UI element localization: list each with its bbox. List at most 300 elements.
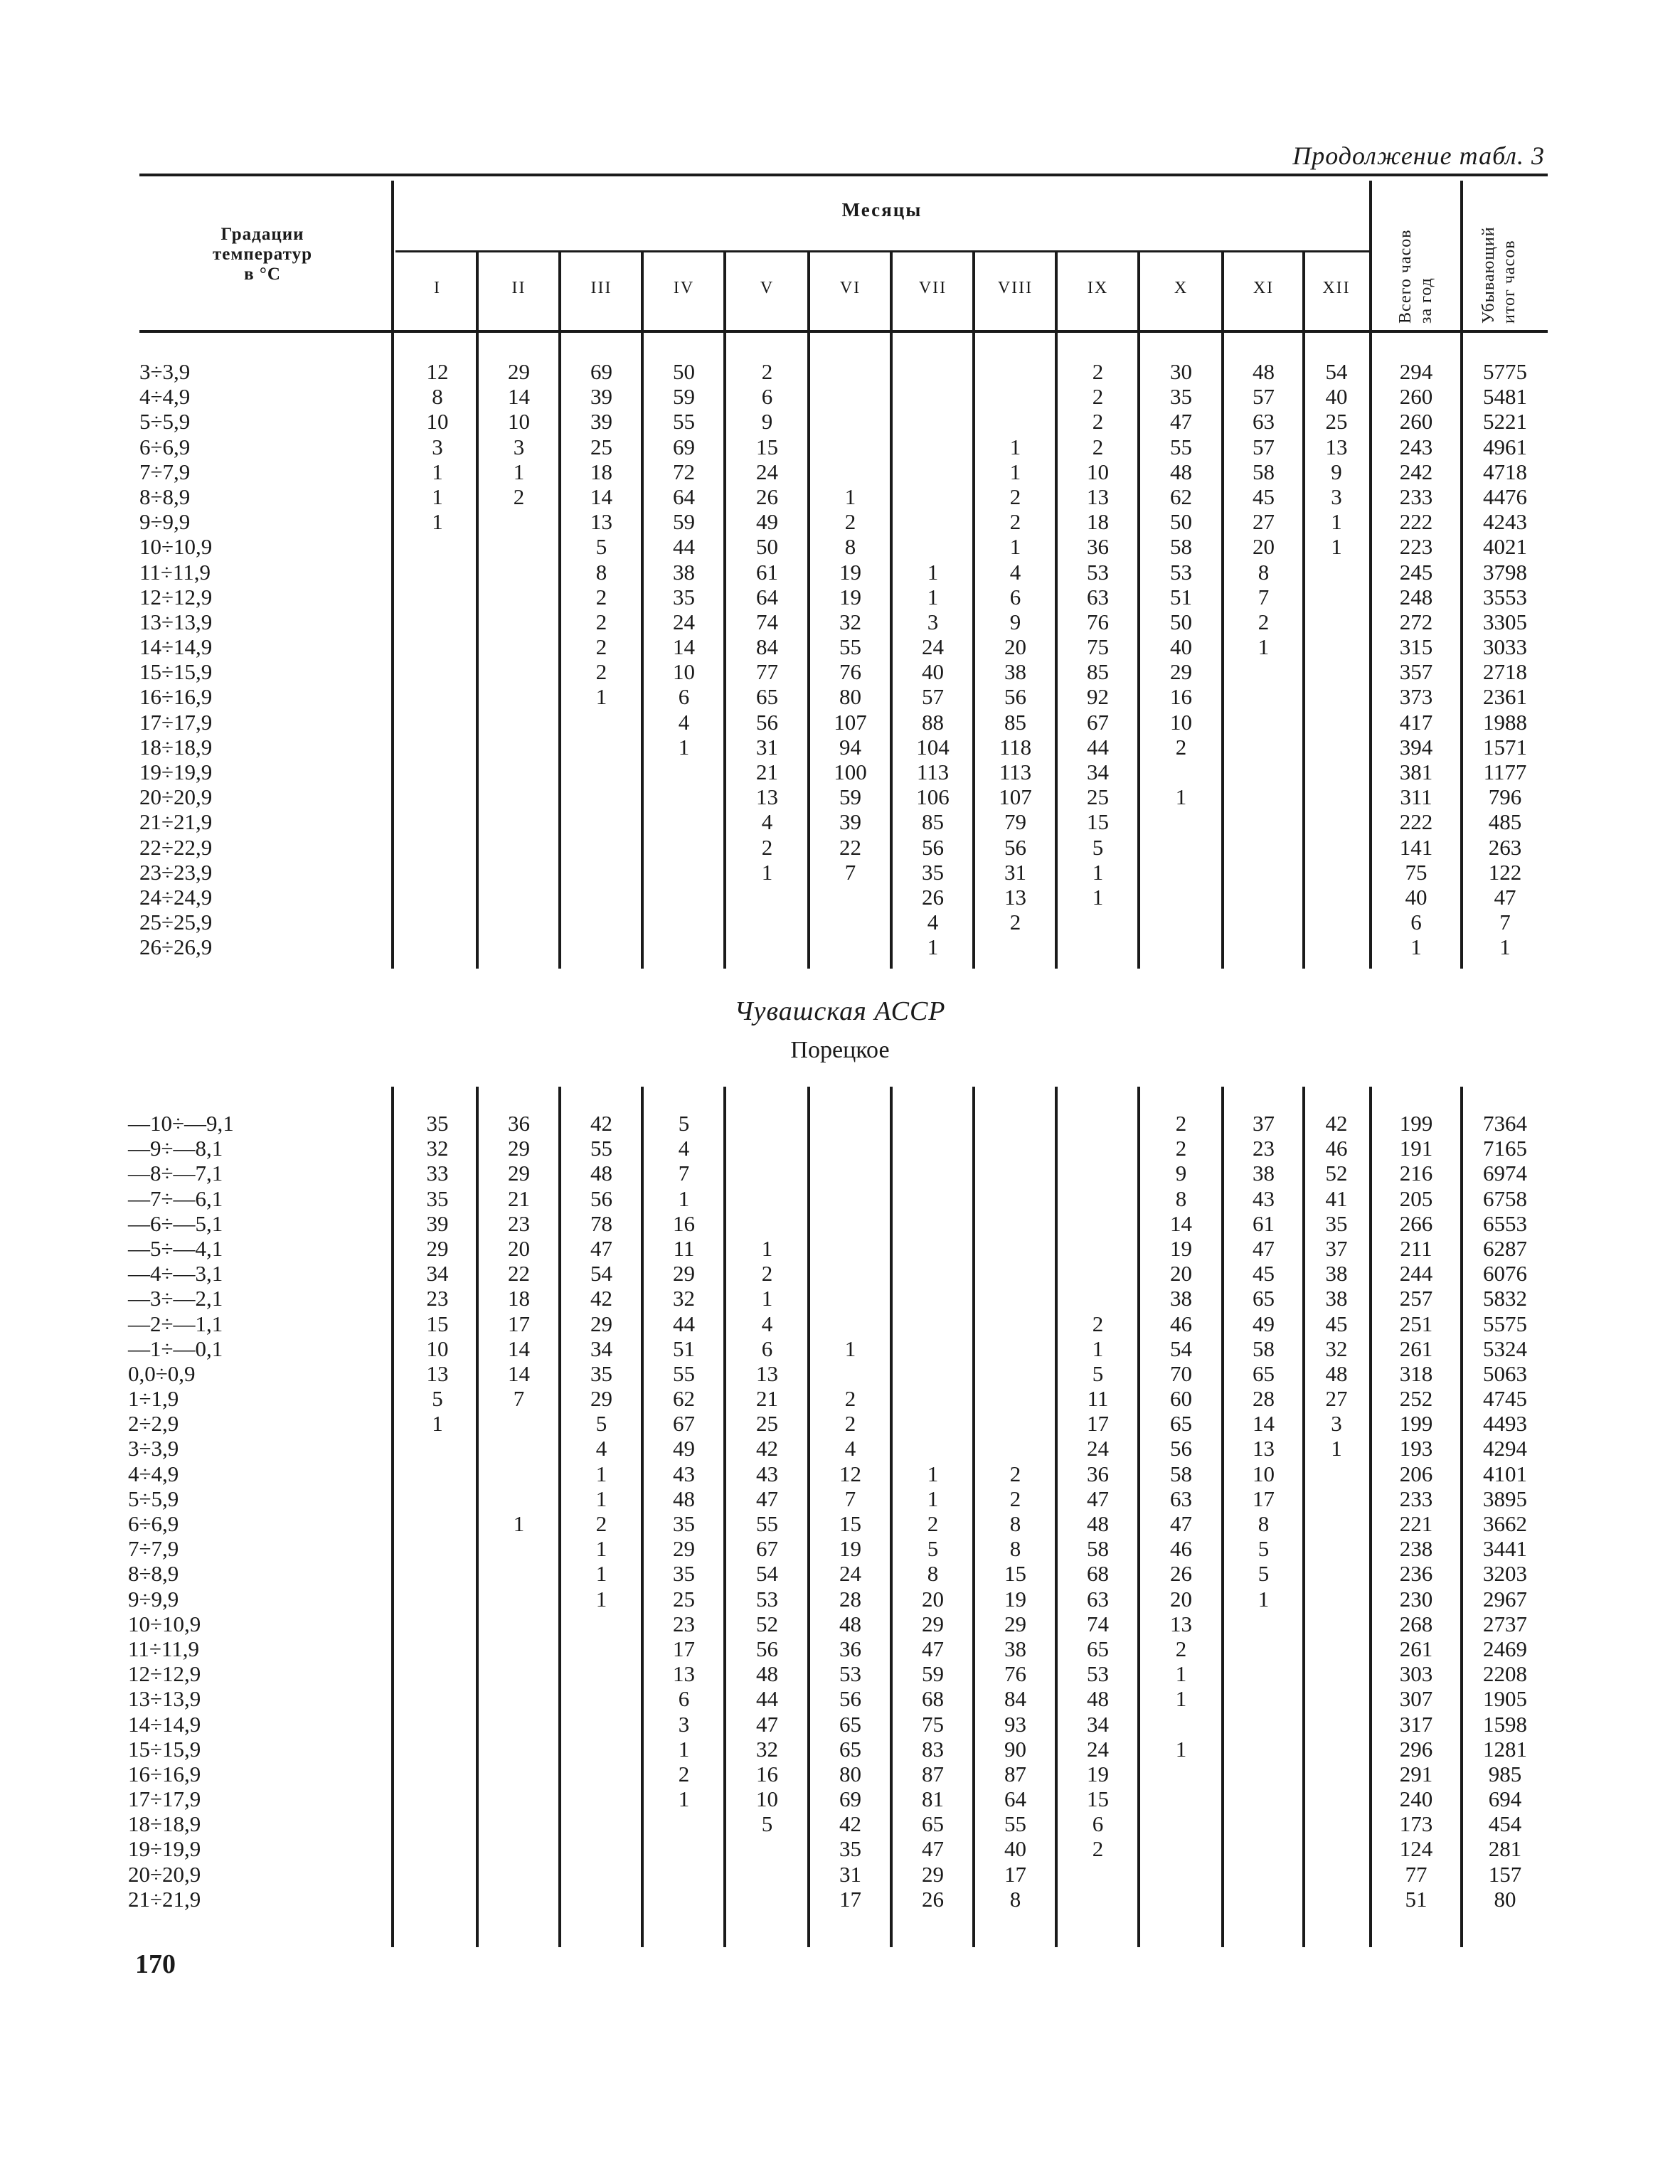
t2-month-3-cell: 42	[590, 1111, 612, 1136]
t2-month-6-column	[810, 1111, 890, 1912]
t2-month-1-cell: 35	[426, 1111, 449, 1136]
t1-month-1-cell	[398, 835, 477, 860]
t1-month-6-cell	[810, 384, 890, 409]
t1-month-10-cell: 50	[1170, 509, 1192, 535]
t2-month-12-cell: 37	[1325, 1235, 1348, 1261]
t1-month-2-cell: 1	[513, 459, 525, 484]
t1-total-column	[1372, 359, 1460, 960]
t2-month-5-cell: 55	[756, 1511, 778, 1536]
t2-month-1-cell: 15	[426, 1311, 449, 1336]
t2-month-11-cell: 8	[1258, 1511, 1270, 1536]
t2-month-2-cell: 18	[508, 1286, 530, 1311]
t2-month-11-cell	[1224, 1737, 1303, 1762]
t2-month-9-cell	[1058, 1261, 1138, 1286]
t2-month-5-cell	[726, 1887, 808, 1912]
t2-month-5-cell	[726, 1111, 808, 1136]
t1-month-12-cell	[1305, 585, 1368, 609]
t2-month-9-cell	[1058, 1111, 1138, 1136]
t1-month-4-cell	[644, 760, 724, 784]
t2-month-1-cell	[398, 1661, 477, 1686]
t2-month-8-cell: 15	[1004, 1561, 1026, 1587]
t2-month-3-cell: 48	[590, 1161, 612, 1186]
t1-month-7-cell: 1	[927, 584, 939, 609]
cumulative-hours-header	[1479, 181, 1520, 324]
t1-month-6-cell: 39	[839, 809, 861, 835]
t2-gradation-cell: 13÷13,9	[128, 1686, 201, 1712]
t2-gradation-cell: 12÷12,9	[128, 1661, 201, 1687]
t2-month-2-cell	[479, 1661, 559, 1686]
t2-month-8-cell: 8	[1009, 1536, 1021, 1562]
t1-gradation-cell: 21÷21,9	[139, 809, 213, 835]
t2-month-5-cell: 53	[756, 1586, 778, 1612]
t2-month-5-cell: 1	[761, 1286, 773, 1311]
t2-month-10-cell	[1140, 1836, 1222, 1861]
t2-month-12-cell	[1305, 1786, 1368, 1811]
t1-month-10-cell: 48	[1170, 459, 1192, 484]
t1-month-7-cell	[893, 459, 973, 484]
t1-month-9-cell: 2	[1092, 434, 1104, 459]
t1-month-7-cell: 85	[922, 809, 944, 835]
t2-month-10-cell: 46	[1170, 1311, 1192, 1336]
t2-month-6-cell	[810, 1361, 890, 1386]
t2-gradation-cell: —9÷—8,1	[128, 1136, 223, 1161]
t2-month-9-cell: 11	[1087, 1386, 1109, 1412]
t1-month-9-cell: 53	[1087, 559, 1109, 585]
t2-cumulative-cell: 4493	[1483, 1411, 1527, 1437]
t1-month-4-cell: 35	[673, 584, 695, 609]
t2-month-10-cell: 65	[1170, 1411, 1192, 1437]
t1-month-9-cell	[1058, 910, 1138, 934]
t2-gradation-cell: 18÷18,9	[128, 1811, 201, 1837]
t1-month-5-cell: 61	[756, 559, 778, 585]
t2-month-8-cell	[975, 1261, 1056, 1286]
t2-month-12-cell: 48	[1325, 1360, 1348, 1386]
t2-month-7-cell: 1	[927, 1486, 939, 1511]
t2-month-4-cell	[644, 1811, 724, 1836]
month-header-1: I	[434, 279, 441, 297]
t2-month-9-cell: 19	[1087, 1761, 1109, 1786]
t2-month-11-cell	[1224, 1712, 1303, 1737]
t2-month-1-cell: 29	[426, 1235, 449, 1261]
t2-month-7-cell: 47	[922, 1636, 944, 1661]
t1-total-cell: 315	[1399, 634, 1433, 660]
t1-month-10-cell	[1140, 860, 1222, 885]
t2-month-2-column	[479, 1111, 559, 1912]
t1-total-cell: 222	[1399, 509, 1433, 535]
t1-month-8-cell: 79	[1004, 809, 1026, 835]
t2-gradation-cell: 6÷6,9	[128, 1511, 179, 1536]
t2-month-7-cell: 29	[922, 1611, 944, 1636]
t1-month-1-cell: 10	[426, 409, 449, 435]
t2-gradation-cell: 15÷15,9	[128, 1736, 201, 1762]
t2-month-12-cell	[1305, 1762, 1368, 1786]
t2-month-7-cell	[893, 1436, 973, 1461]
t2-month-8-cell: 76	[1004, 1661, 1026, 1687]
t1-month-9-cell: 2	[1092, 359, 1104, 384]
t2-month-2-cell	[479, 1836, 559, 1861]
t2-month-1-cell: 32	[426, 1136, 449, 1161]
t1-total-cell: 260	[1399, 409, 1433, 435]
t2-month-6-cell: 69	[839, 1786, 861, 1812]
t1-total-cell: 141	[1399, 834, 1433, 860]
t2-month-5-cell	[726, 1186, 808, 1211]
t2-month-6-cell: 2	[844, 1411, 856, 1437]
t2-month-9-cell: 36	[1087, 1461, 1109, 1486]
t2-month-7-cell	[893, 1136, 973, 1161]
t2-month-4-cell: 17	[673, 1636, 695, 1661]
t2-gradation-cell: 19÷19,9	[128, 1836, 201, 1862]
t2-month-9-cell: 24	[1087, 1736, 1109, 1762]
t1-month-6-cell	[810, 359, 890, 384]
t2-month-9-cell: 74	[1087, 1611, 1109, 1636]
month-header-10: X	[1174, 279, 1189, 297]
t2-month-8-cell	[975, 1386, 1056, 1411]
t2-month-12-cell	[1305, 1511, 1368, 1536]
t1-month-8-cell: 2	[1009, 910, 1021, 935]
t2-month-10-cell: 58	[1170, 1461, 1192, 1486]
t1-month-5-cell: 24	[756, 459, 778, 484]
t2-month-7-cell: 20	[922, 1586, 944, 1612]
t2-month-6-cell: 65	[839, 1711, 861, 1737]
t1-month-1-cell: 8	[432, 384, 443, 410]
t1-month-7-cell	[893, 509, 973, 534]
t1-month-6-cell: 76	[839, 659, 861, 685]
t2-month-11-cell	[1224, 1836, 1303, 1861]
t1-month-9-cell: 36	[1087, 534, 1109, 560]
t2-month-1-cell	[398, 1536, 477, 1561]
t1-month-2-cell	[479, 684, 559, 709]
t2-month-7-cell	[893, 1186, 973, 1211]
t2-month-2-cell	[479, 1587, 559, 1612]
t2-gradation-cell: —5÷—4,1	[128, 1235, 223, 1261]
t1-month-11-cell: 1	[1258, 634, 1270, 660]
t1-month-9-cell: 25	[1087, 784, 1109, 810]
t1-month-7-cell: 1	[927, 934, 939, 960]
t2-month-5-cell: 47	[756, 1711, 778, 1737]
t1-month-10-cell	[1140, 835, 1222, 860]
t2-total-cell: 240	[1399, 1786, 1433, 1812]
t2-month-2-cell	[479, 1411, 559, 1436]
t2-month-12-cell	[1305, 1862, 1368, 1887]
t2-month-3-cell	[561, 1712, 642, 1737]
t1-month-7-cell: 57	[922, 684, 944, 710]
t1-month-3-cell: 14	[590, 484, 612, 509]
t2-month-9-cell	[1058, 1211, 1138, 1236]
t2-gradation-cell: 17÷17,9	[128, 1786, 201, 1812]
t2-month-2-cell: 14	[508, 1360, 530, 1386]
t2-total-column	[1372, 1111, 1460, 1912]
t1-month-4-cell	[644, 809, 724, 834]
t1-month-12-cell	[1305, 710, 1368, 735]
t2-month-4-cell: 16	[673, 1210, 695, 1236]
t1-cumulative-cell: 4243	[1483, 509, 1527, 535]
t2-month-4-column	[644, 1111, 724, 1912]
t1-month-5-cell: 64	[756, 584, 778, 609]
t1-cumulative-cell: 5775	[1483, 359, 1527, 384]
t2-month-2-cell	[479, 1887, 559, 1912]
t2-month-3-cell	[561, 1887, 642, 1912]
t2-month-7-cell: 1	[927, 1461, 939, 1486]
t2-month-8-cell	[975, 1161, 1056, 1186]
t1-month-8-column	[975, 359, 1056, 960]
t2-month-7-cell	[893, 1236, 973, 1261]
t2-cumulative-cell: 5575	[1483, 1311, 1527, 1336]
t1-month-6-cell: 107	[834, 709, 867, 735]
t2-month-9-cell: 24	[1087, 1436, 1109, 1461]
t2-month-2-cell: 23	[508, 1210, 530, 1236]
t1-month-5-cell: 49	[756, 509, 778, 535]
t1-month-10-cell: 35	[1170, 384, 1192, 410]
t2-total-cell: 77	[1405, 1861, 1428, 1887]
t2-cumulative-cell: 2208	[1483, 1661, 1527, 1687]
t2-month-11-cell: 61	[1253, 1210, 1275, 1236]
t2-month-2-cell	[479, 1786, 559, 1811]
t1-month-5-cell: 26	[756, 484, 778, 509]
t1-month-11-cell: 2	[1258, 609, 1270, 634]
t1-month-11-cell	[1224, 784, 1303, 809]
t1-cumulative-cell: 1571	[1483, 734, 1527, 760]
t2-month-7-cell	[893, 1336, 973, 1361]
t2-cumulative-cell: 4101	[1483, 1461, 1527, 1486]
t2-month-5-cell	[726, 1836, 808, 1861]
t1-cumulative-cell: 7	[1499, 910, 1511, 935]
t2-month-10-cell	[1140, 1786, 1222, 1811]
t1-month-7-cell	[893, 384, 973, 409]
t2-gradation-cell: —4÷—3,1	[128, 1261, 223, 1287]
t2-total-cell: 266	[1399, 1210, 1433, 1236]
t2-total-cell: 317	[1399, 1711, 1433, 1737]
t2-month-8-cell	[975, 1311, 1056, 1336]
t1-gradation-cell: 25÷25,9	[139, 910, 213, 935]
t2-month-11-cell	[1224, 1762, 1303, 1786]
t1-total-cell: 242	[1399, 459, 1433, 484]
t1-cumulative-cell: 485	[1488, 809, 1522, 835]
t2-month-11-cell	[1224, 1811, 1303, 1836]
t1-month-11-cell	[1224, 735, 1303, 760]
t2-month-4-cell: 51	[673, 1336, 695, 1361]
t2-month-7-cell	[893, 1286, 973, 1311]
t1-gradation-cell: 4÷4,9	[139, 384, 191, 410]
t2-month-3-cell: 54	[590, 1261, 612, 1287]
t2-month-12-cell	[1305, 1587, 1368, 1612]
t1-month-6-cell: 19	[839, 584, 861, 609]
t2-total-cell: 296	[1399, 1736, 1433, 1762]
t1-month-3-cell: 2	[595, 609, 607, 634]
t1-month-6-cell	[810, 435, 890, 459]
t1-month-4-cell: 59	[673, 384, 695, 410]
t2-month-11-cell	[1224, 1862, 1303, 1887]
t2-month-1-cell	[398, 1811, 477, 1836]
t2-month-6-cell: 7	[844, 1486, 856, 1511]
t2-month-10-cell: 38	[1170, 1286, 1192, 1311]
t1-month-6-cell: 22	[839, 834, 861, 860]
t1-month-6-column	[810, 359, 890, 960]
t1-month-2-cell: 14	[508, 384, 530, 410]
t1-month-11-cell: 63	[1253, 409, 1275, 435]
t1-month-12-cell	[1305, 934, 1368, 959]
t1-month-6-cell	[810, 885, 890, 910]
t2-month-8-cell: 40	[1004, 1836, 1026, 1862]
t1-month-3-column	[561, 359, 642, 960]
t1-month-3-cell: 2	[595, 584, 607, 609]
t1-month-6-cell: 80	[839, 684, 861, 710]
t2-month-2-cell: 20	[508, 1235, 530, 1261]
t2-month-4-cell: 4	[678, 1136, 690, 1161]
t1-gradation-cell: 19÷19,9	[139, 760, 213, 784]
t1-month-11-cell	[1224, 885, 1303, 910]
t2-month-6-cell	[810, 1286, 890, 1311]
t2-total-cell: 252	[1399, 1386, 1433, 1412]
t2-month-3-cell	[561, 1636, 642, 1661]
t1-month-1-cell	[398, 784, 477, 809]
t2-total-cell: 124	[1399, 1836, 1433, 1862]
t2-cumulative-cell: 2469	[1483, 1636, 1527, 1661]
t1-month-9-cell	[1058, 934, 1138, 959]
t1-month-12-cell: 54	[1325, 359, 1348, 384]
t1-month-4-cell	[644, 784, 724, 809]
t2-month-8-cell: 84	[1004, 1686, 1026, 1712]
t2-month-2-cell	[479, 1536, 559, 1561]
t1-month-8-cell	[975, 409, 1056, 434]
t2-month-1-cell	[398, 1587, 477, 1612]
t2-month-12-cell	[1305, 1686, 1368, 1711]
t2-month-6-cell: 17	[839, 1886, 861, 1912]
t1-month-2-cell	[479, 835, 559, 860]
t1-month-5-cell: 74	[756, 609, 778, 634]
t1-month-12-cell	[1305, 885, 1368, 910]
t2-month-10-cell	[1140, 1887, 1222, 1912]
t2-month-4-cell: 6	[678, 1686, 690, 1712]
t1-month-11-cell: 58	[1253, 459, 1275, 484]
t2-month-5-cell: 21	[756, 1386, 778, 1412]
t1-month-12-cell	[1305, 910, 1368, 934]
t1-month-5-cell: 56	[756, 709, 778, 735]
t2-month-12-cell: 27	[1325, 1386, 1348, 1412]
t2-month-5-cell	[726, 1862, 808, 1887]
t1-month-6-cell	[810, 409, 890, 434]
t2-total-cell: 257	[1399, 1286, 1433, 1311]
t1-gradation-cell: 11÷11,9	[139, 559, 211, 585]
t2-month-4-cell: 48	[673, 1486, 695, 1511]
t1-gradation-cell: 23÷23,9	[139, 859, 213, 885]
t2-month-8-cell	[975, 1361, 1056, 1386]
t1-month-10-cell	[1140, 760, 1222, 784]
t1-month-9-cell: 15	[1087, 809, 1109, 835]
t1-month-3-cell	[561, 784, 642, 809]
t2-month-4-cell: 55	[673, 1360, 695, 1386]
gradations-header-line: в °С	[244, 265, 281, 284]
t2-total-cell: 261	[1399, 1336, 1433, 1361]
t2-month-4-cell: 35	[673, 1561, 695, 1587]
t1-total-cell: 223	[1399, 534, 1433, 560]
t1-month-10-cell: 10	[1170, 709, 1192, 735]
t1-month-5-cell: 21	[756, 760, 778, 784]
total-hours-header-line: за год	[1417, 277, 1435, 324]
t1-month-11-cell	[1224, 835, 1303, 860]
t2-month-5-cell: 67	[756, 1536, 778, 1562]
t2-cumulative-cell: 5832	[1483, 1286, 1527, 1311]
t2-month-4-cell	[644, 1862, 724, 1887]
t2-gradation-cell: —1÷—0,1	[128, 1336, 223, 1361]
t2-month-2-cell	[479, 1636, 559, 1661]
t2-month-6-cell	[810, 1236, 890, 1261]
t2-month-8-cell: 64	[1004, 1786, 1026, 1812]
cumulative-hours-header-line: итог часов	[1500, 240, 1519, 324]
t1-month-9-cell: 67	[1087, 709, 1109, 735]
t1-month-1-cell	[398, 585, 477, 609]
t1-month-9-cell: 5	[1092, 834, 1104, 860]
t1-cumulative-cell: 4476	[1483, 484, 1527, 509]
t1-month-12-cell	[1305, 784, 1368, 809]
t2-cumulative-cell: 7165	[1483, 1136, 1527, 1161]
t2-month-11-cell: 65	[1253, 1286, 1275, 1311]
t2-cumulative-cell: 985	[1488, 1761, 1522, 1786]
month-header-7: VII	[918, 279, 947, 297]
t2-month-4-cell: 67	[673, 1411, 695, 1437]
t2-month-9-cell: 65	[1087, 1636, 1109, 1661]
t1-month-1-cell	[398, 710, 477, 735]
t1-month-9-cell: 2	[1092, 409, 1104, 435]
t2-cumulative-cell: 694	[1488, 1786, 1522, 1812]
t2-month-9-cell	[1058, 1286, 1138, 1311]
t1-month-8-cell: 107	[999, 784, 1032, 810]
t2-cumulative-cell: 6758	[1483, 1186, 1527, 1211]
t2-cumulative-cell: 6076	[1483, 1261, 1527, 1287]
t1-month-10-cell: 40	[1170, 634, 1192, 660]
t1-month-7-cell: 106	[916, 784, 950, 810]
t2-month-5-cell: 2	[761, 1261, 773, 1287]
t2-month-2-cell	[479, 1686, 559, 1711]
t1-month-5-cell: 77	[756, 659, 778, 685]
t2-cumulative-cell: 281	[1488, 1836, 1522, 1862]
t2-month-9-cell: 53	[1087, 1661, 1109, 1687]
t1-month-2-column	[479, 359, 559, 960]
t2-month-4-cell: 2	[678, 1761, 690, 1786]
t1-month-3-cell: 25	[590, 434, 612, 459]
t2-month-10-cell: 20	[1170, 1586, 1192, 1612]
t1-cumulative-cell: 1	[1499, 934, 1511, 960]
t1-month-6-cell: 59	[839, 784, 861, 810]
t2-month-11-cell: 5	[1258, 1561, 1270, 1587]
t2-month-3-cell: 34	[590, 1336, 612, 1361]
t1-month-11-cell: 7	[1258, 584, 1270, 609]
t1-month-7-cell: 113	[916, 760, 950, 784]
t2-month-1-cell	[398, 1762, 477, 1786]
t1-cumulative-cell: 3798	[1483, 559, 1527, 585]
t1-total-cell: 243	[1399, 434, 1433, 459]
t2-month-8-cell	[975, 1136, 1056, 1161]
t1-month-8-cell: 38	[1004, 659, 1026, 685]
t1-month-2-cell	[479, 609, 559, 634]
t2-month-1-cell	[398, 1486, 477, 1511]
t1-total-cell: 373	[1399, 684, 1433, 710]
t1-month-12-cell	[1305, 835, 1368, 860]
t2-month-8-cell: 2	[1009, 1486, 1021, 1511]
t2-month-9-cell	[1058, 1236, 1138, 1261]
t1-month-10-cell	[1140, 885, 1222, 910]
t2-cumulative-cell: 3441	[1483, 1536, 1527, 1562]
t1-month-1-cell	[398, 534, 477, 559]
t1-cumulative-cell: 2718	[1483, 659, 1527, 685]
t2-total-cell: 238	[1399, 1536, 1433, 1562]
t2-month-7-cell	[893, 1161, 973, 1186]
t2-cumulative-cell: 3662	[1483, 1511, 1527, 1536]
t1-total-cell: 272	[1399, 609, 1433, 634]
t1-month-5-cell	[726, 885, 808, 910]
t1-month-4-cell: 24	[673, 609, 695, 634]
t1-cumulative-cell: 1177	[1483, 760, 1527, 784]
t2-month-1-column	[398, 1111, 477, 1912]
